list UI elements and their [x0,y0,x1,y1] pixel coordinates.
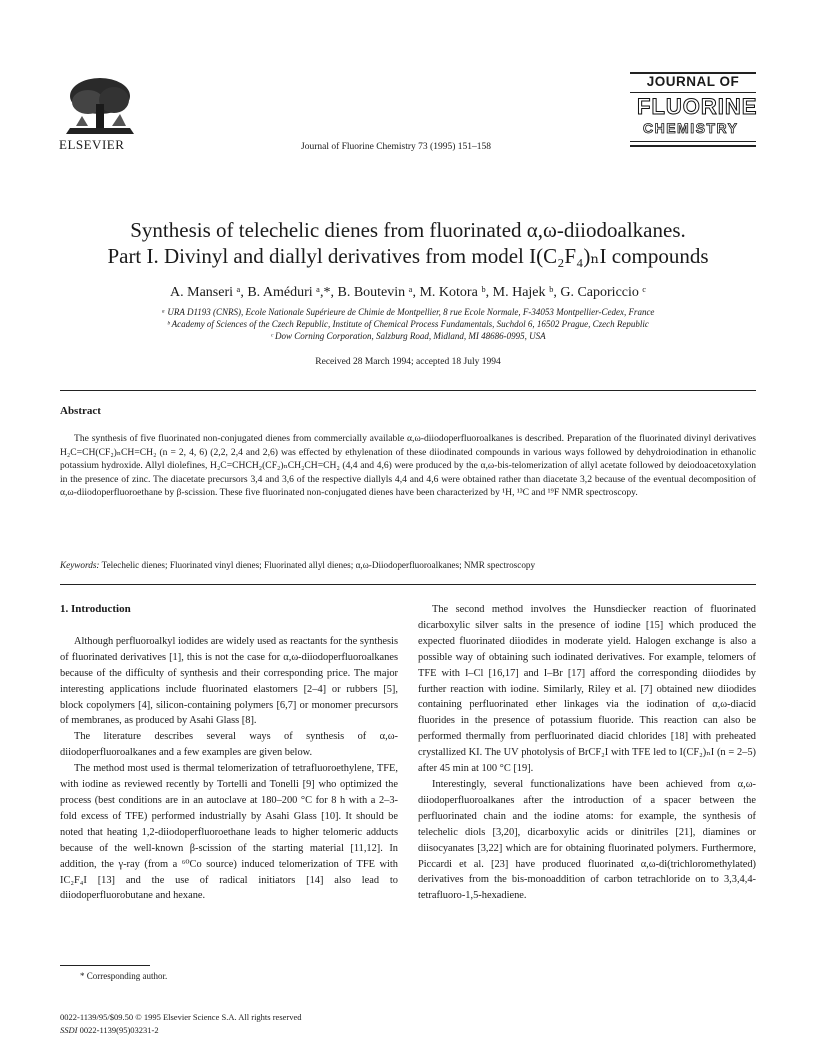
journal-logo-line3: CHEMISTRY [643,120,739,136]
ssdi-value: 0022-1139(95)03231-2 [79,1025,159,1035]
journal-logo-line2: FLUORINE [637,94,758,119]
article-title-line-1: Synthesis of telechelic dienes from fluorinated α,ω-diiodoalkanes. [130,218,686,242]
publisher-name: ELSEVIER [59,137,125,152]
abstract-top-rule [60,390,756,391]
affiliation-a: ᵃ URA D1193 (CNRS), Ecole Nationale Supérieure de Chimie de Montpellier, 8 rue Ecole Normale, F-34053 Montpellier-Cedex, France [161,307,655,317]
journal-citation: Journal of Fluorine Chemistry 73 (1995) 151–158 [301,142,491,152]
elsevier-tree-logo [60,76,140,138]
affiliation-c: ᶜ Dow Corning Corporation, Salzburg Road, Midland, MI 48686-0995, USA [270,331,546,341]
keywords-label: Keywords: [60,560,100,570]
section-heading-introduction: 1. Introduction [60,603,131,615]
ssdi-label: SSDI [60,1025,78,1035]
abstract-text: The synthesis of five fluorinated non-conjugated dienes from commercially available α,ω-diiodoperfluoroalkanes is described. Preparation of the fluorinated divinyl derivatives H₂C=CH(CF₂)ₙCH=CH₂ (n = 2, 4, 6) (2,2, 2,4 and 2,6) was effected by ethylenation of these diiodinated compounds in various ways followed by dehydroiodination in ethanolic potassium hydroxide. Allyl diolefines, H₂C=CHCH₂(CF₂)ₙCH₂CH=CH₂ (4,4 and 4,6) were produced by the α,ω-bis-telomerization of allyl acetate followed by deiodoacetoxylation in the presence of zinc. The diacetate precursors 3,4 and 3,6 of the respective diallyls 4,4 and 4,6 were obtained rather than diacetate 3,2 because of the eventual decomposition of α,ω-diiodoperfluoroethane by β-scission. These five fluorinated non-conjugated dienes have been characterized by ¹H, ¹³C and ¹⁹F NMR spectroscopy. [60,433,756,499]
ssdi-line [60,1025,159,1035]
abstract-bottom-rule [60,584,756,585]
article-title-line-2: Part I. Divinyl and diallyl derivatives from model I(C₂F₄)ₙI compounds [107,244,709,268]
received-dates: Received 28 March 1994; accepted 18 July 1994 [315,357,501,367]
affiliation-b: ᵇ Academy of Sciences of the Czech Republic, Institute of Chemical Process Fundamentals, Suchdol 6, 16502 Prague, Czech Republic [167,319,649,329]
intro-paragraph-2: The literature describes several ways of synthesis of α,ω-diiodoperfluoroalkanes and a few examples are given below. [60,731,398,759]
intro-paragraph-1: Although perfluoroalkyl iodides are widely used as reactants for the synthesis of fluorinated derivatives [1], this is not the case for α,ω-diiodoperfluoroalkanes because of the difficulty of synthesis and their corresponding price. The major interesting applications include fluorinated elastomers [2–4] or rubbers [5], block copolymers [4], silicon-containing polymers [6,7] or monomer precursors of membranes, as produced by Asahi Glass [8]. [60,635,398,727]
corresponding-author-footnote: * Corresponding author. [80,971,168,981]
author-list: A. Manseri ᵃ, B. Améduri ᵃ,*, B. Boutevin ᵃ, M. Kotora ᵇ, M. Hajek ᵇ, G. Caporiccio ᶜ [170,285,646,300]
intro-paragraph-5: Interestingly, several functionalizations have been achieved from α,ω-diiodoperfluoroalkanes after the introduction of a spacer between the perfluorinated chain and the iodine atoms: for example, the synthesis of telechelic diols [3,20], dicarboxylic acids or dinitriles [21], diamines or diisocyanates [3,22] which are for obtaining fluorinated polymers. Furthermore, Piccardi et al. [23] have produced fluorinated α,ω-di(trichloromethylated) derivatives from the bis-monoaddition of carbon tetrachloride on to 3,3,4,4-tetrafluoro-1,5-hexadiene. [418,778,756,902]
journal-logo [630,74,756,152]
keywords-text: Telechelic dienes; Fluorinated vinyl dienes; Fluorinated allyl dienes; α,ω-Diiodoperfluoroalkanes; NMR spectroscopy [101,560,536,570]
keywords [60,560,756,570]
copyright-line: 0022-1139/95/$09.50 © 1995 Elsevier Science S.A. All rights reserved [60,1012,302,1022]
left-column [60,602,398,904]
abstract-heading: Abstract [60,405,101,417]
intro-paragraph-4: The second method involves the Hunsdiecker reaction of fluorinated dicarboxylic silver salts in the presence of iodine [15] which produced the expected fluorinated diiodides in moderate yield. Halogen exchange is also a possible way of obtaining such iodinated derivatives. For example, telomers of TFE with I–Cl [16,17] and I–Br [17] afford the corresponding diiodides by further reaction with iodine. Similarly, Riley et al. [7] obtained new diiodides containing perfluorinated ether linkages via the iodination of α,ω-diacid fluorides in the presence of potassium fluoride. This reaction can also be performed thermally from perfluorinated diacid chlorides [18] with preheated crystallized KI. The UV photolysis of BrCF₂I with TFE led to I(CF₂)ₙI (n = 2–5) after 45 min at 100 °C [19]. [418,604,756,775]
intro-paragraph-3: The method most used is thermal telomerization of tetrafluoroethylene, TFE, with iodine as reviewed recently by Tortelli and Tonelli [9] who optimized the process (best conditions are in an autoclave at 180–200 °C for 8 h with a 2–3-fold excess of TFE) performed industrially by Asahi Glass [10]. It should be noted that heating 1,2-diiodoperfluoroethane leads to higher telomeric adducts because of the well-known β-scission of the starting material [11,12]. In addition, the γ-ray (from a ⁶⁰Co source) induced telomerization of TFE with IC₂F₄I [13] and the use of radical initiators [14] also lead to diiodoperfluorobutane and hexane. [60,763,398,902]
journal-logo-line1: JOURNAL OF [646,74,740,89]
footnote-rule [60,965,150,966]
right-column [418,602,756,904]
